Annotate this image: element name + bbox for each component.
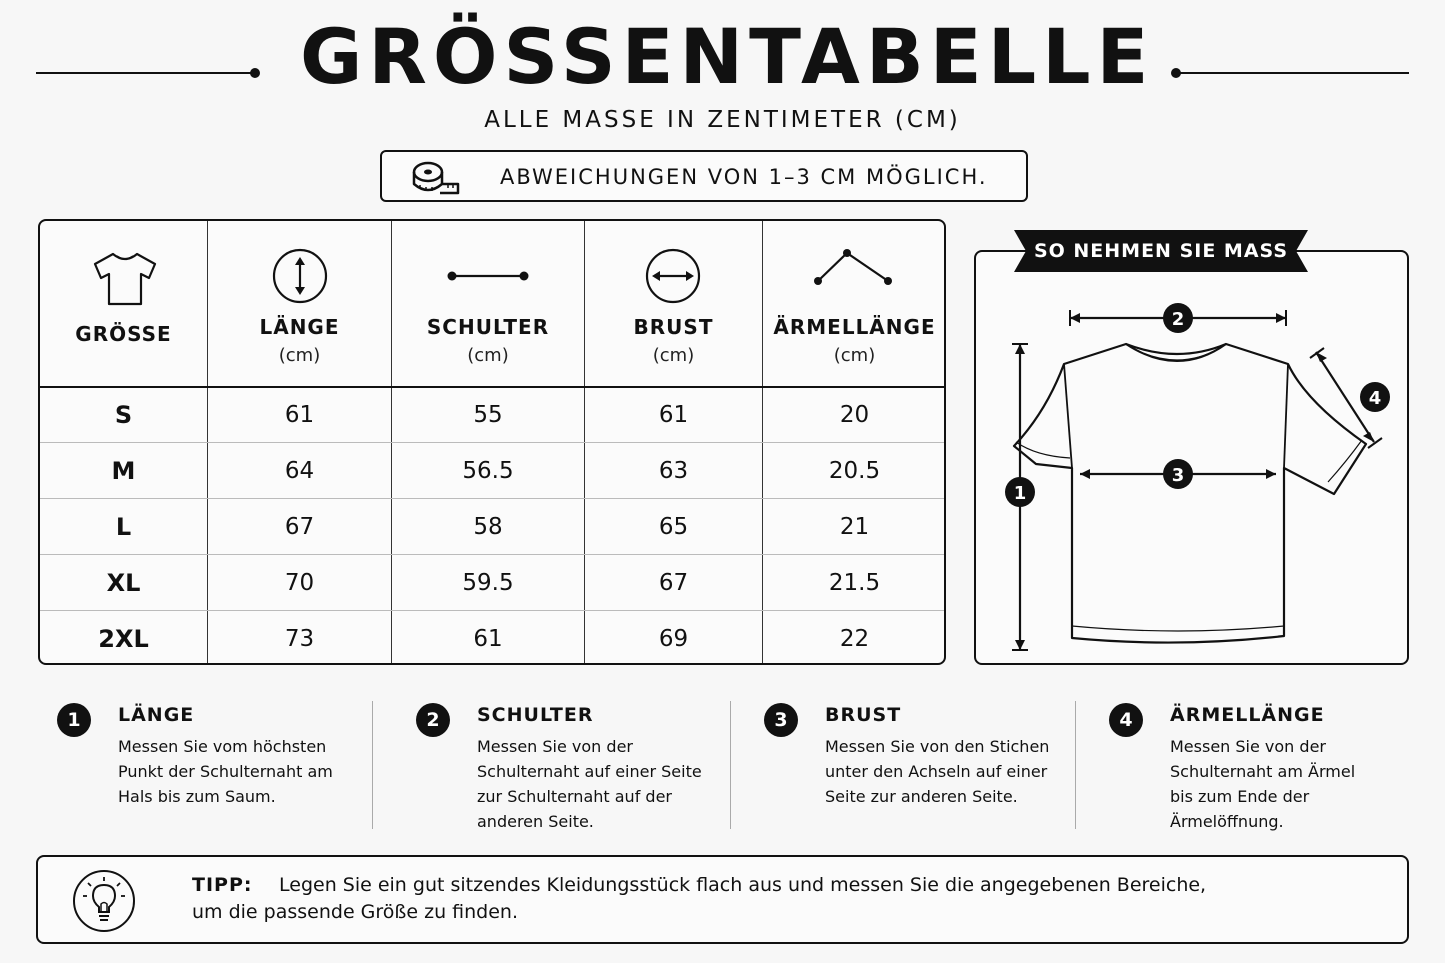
- size-table: [38, 219, 946, 665]
- step-divider: [372, 701, 373, 829]
- cell-schulter: 61: [473, 626, 503, 652]
- tolerance-note-text: ABWEICHUNGEN VON 1–3 CM MÖGLICH.: [500, 165, 988, 189]
- column-header-aermellaenge: [763, 221, 946, 387]
- vertical-arrow-icon: [271, 247, 329, 305]
- step-label: ÄRMELLÄNGE: [1170, 704, 1325, 726]
- cell-aermel: 20: [839, 402, 870, 428]
- column-header-brust: [585, 221, 762, 387]
- cell-schulter: 56.5: [462, 458, 514, 484]
- panel-title: SO NEHMEN SIE MASS: [1033, 240, 1289, 262]
- cell-schulter: 59.5: [462, 570, 514, 596]
- tshirt-diagram: [976, 252, 1407, 663]
- step-description: Messen Sie von der Schulternaht auf einer Seite zur Schulternaht auf der anderen Seite.: [477, 737, 702, 831]
- step-number: 4: [1109, 703, 1143, 737]
- cell-schulter: 58: [473, 514, 503, 540]
- sleeve-angle-icon: [810, 247, 896, 287]
- step-number: 2: [416, 703, 450, 737]
- step-number: 1: [57, 703, 91, 737]
- cell-aermel: 22: [839, 626, 870, 652]
- cell-laenge: 73: [284, 626, 315, 652]
- title-rule-left: [36, 72, 256, 74]
- cell-laenge: 61: [284, 402, 315, 428]
- cell-schulter: 55: [473, 402, 503, 428]
- marker-length: 1: [1013, 483, 1027, 504]
- column-header-schulter: [392, 221, 584, 387]
- marker-chest: 3: [1171, 465, 1185, 486]
- cell-brust: 65: [658, 514, 689, 540]
- tolerance-note: [380, 150, 1028, 202]
- horizontal-arrow-icon: [644, 247, 702, 305]
- column-header-laenge: [208, 221, 391, 387]
- step-label: LÄNGE: [118, 704, 195, 726]
- cell-brust: 69: [658, 626, 689, 652]
- cell-laenge: 64: [284, 458, 315, 484]
- cell-laenge: 67: [284, 514, 315, 540]
- tape-measure-icon: [410, 158, 464, 198]
- column-header-groesse: [40, 221, 207, 387]
- marker-shoulder: 2: [1171, 309, 1185, 330]
- column-label-groesse: GRÖSSE: [75, 322, 172, 346]
- column-label-aermellaenge: ÄRMELLÄNGE: [773, 315, 936, 339]
- column-unit-brust: (cm): [652, 345, 695, 366]
- lightbulb-icon: [72, 869, 136, 933]
- cell-aermel: 20.5: [828, 458, 881, 484]
- column-label-laenge: LÄNGE: [259, 315, 340, 339]
- cell-aermel: 21: [839, 514, 870, 540]
- step-label: SCHULTER: [477, 704, 594, 726]
- column-unit-laenge: (cm): [278, 345, 321, 366]
- title-rule-right: [1175, 72, 1409, 74]
- step-description: Messen Sie von den Stichen unter den Achseln auf einer Seite zur anderen Seite.: [825, 737, 1050, 806]
- step-divider: [1075, 701, 1076, 829]
- marker-sleeve: 4: [1368, 388, 1382, 409]
- step-divider: [730, 701, 731, 829]
- tip-text-line2: um die passende Größe zu finden.: [192, 901, 519, 923]
- page-subtitle: ALLE MASSE IN ZENTIMETER (CM): [484, 107, 961, 133]
- cell-aermel: 21.5: [828, 570, 881, 596]
- column-unit-schulter: (cm): [467, 345, 509, 366]
- step-description: Messen Sie von der Schulternaht am Ärmel bis zum Ende der Ärmelöffnung.: [1170, 737, 1356, 831]
- step-number: 3: [764, 703, 798, 737]
- cell-size: M: [111, 457, 136, 485]
- column-label-schulter: SCHULTER: [426, 315, 550, 339]
- cell-brust: 67: [658, 570, 689, 596]
- cell-brust: 61: [658, 402, 689, 428]
- cell-size: 2XL: [98, 625, 149, 653]
- measuring-guide-panel: [974, 250, 1409, 665]
- tip-box: [36, 855, 1409, 944]
- horizontal-line-icon: [444, 266, 532, 286]
- tshirt-icon: [91, 250, 159, 308]
- tip-label: TIPP:: [192, 874, 253, 896]
- column-label-brust: BRUST: [633, 315, 714, 339]
- cell-laenge: 70: [284, 570, 315, 596]
- step-label: BRUST: [825, 704, 902, 726]
- step-description: Messen Sie vom höchsten Punkt der Schulternaht am Hals bis zum Saum.: [118, 737, 333, 806]
- page-title: GRÖSSENTABELLE: [300, 12, 1155, 101]
- cell-size: L: [115, 513, 132, 541]
- column-unit-aermellaenge: (cm): [833, 345, 876, 366]
- cell-brust: 63: [658, 458, 689, 484]
- cell-size: S: [114, 401, 133, 429]
- tip-text-line1: Legen Sie ein gut sitzendes Kleidungsstück flach aus und messen Sie die angegebenen Bereiche,: [279, 874, 1207, 896]
- cell-size: XL: [106, 569, 141, 597]
